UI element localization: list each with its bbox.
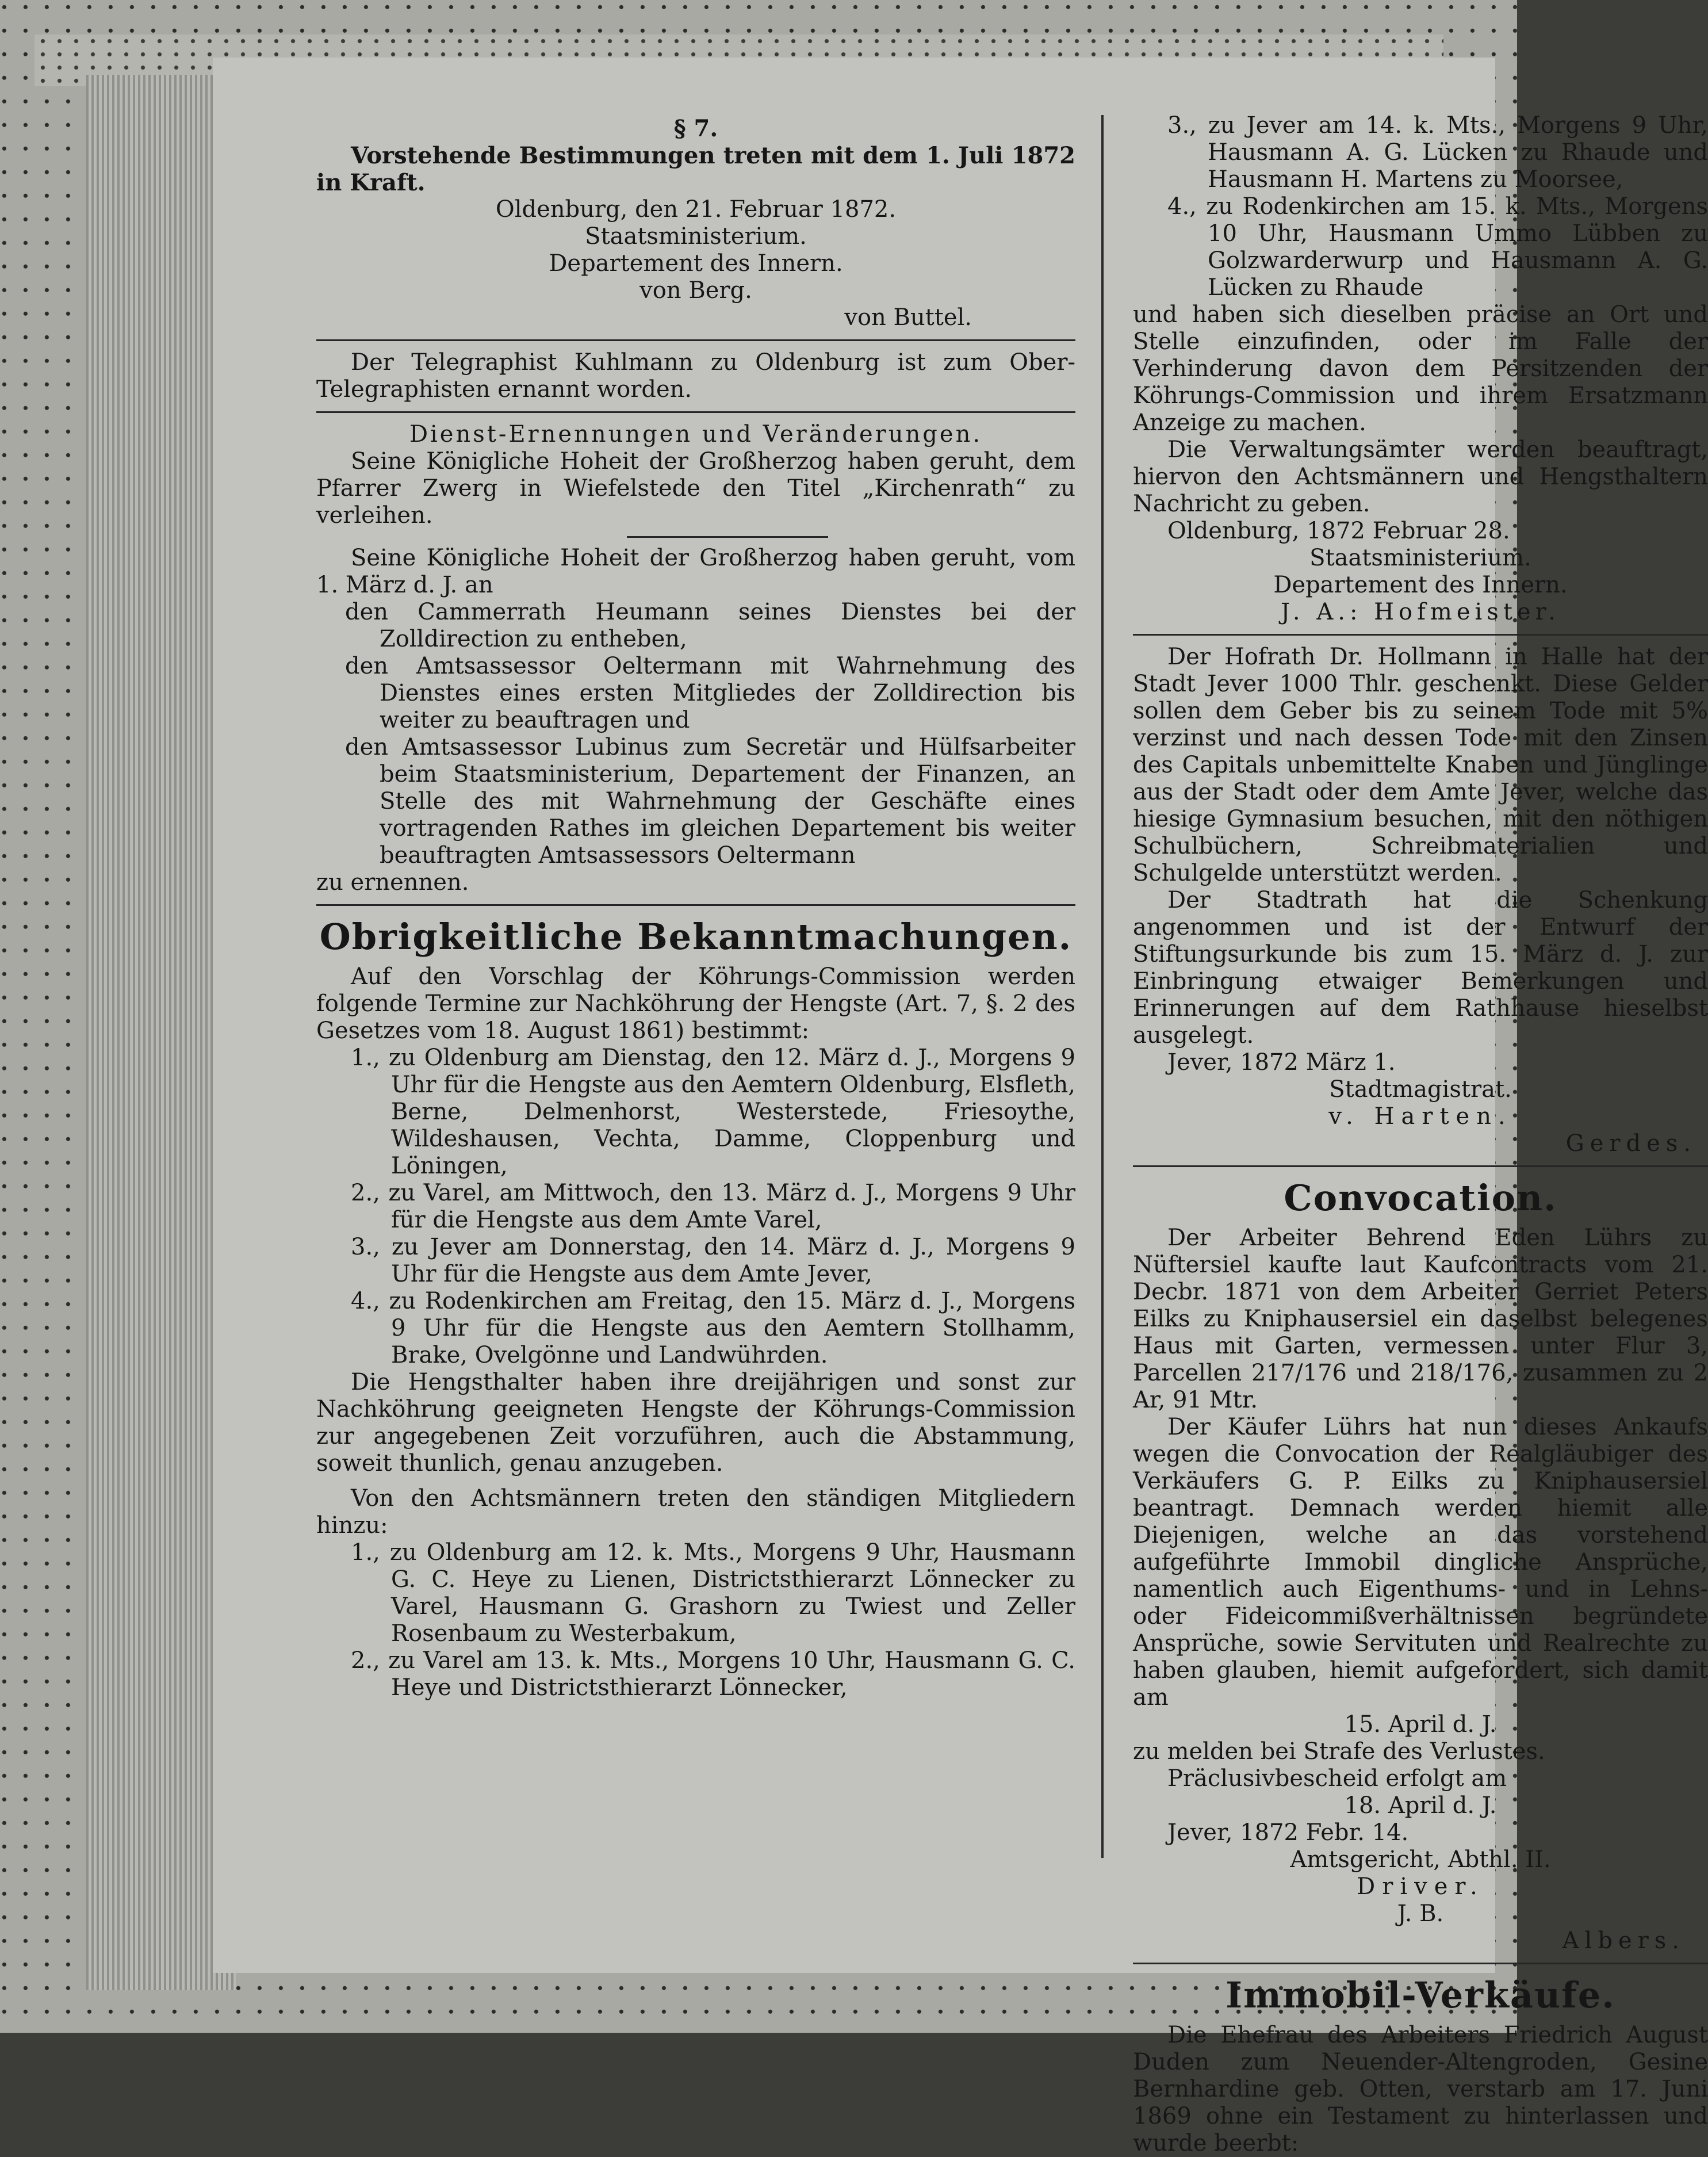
rule (1133, 1165, 1708, 1167)
obrig-item: 1., zu Oldenburg am Dienstag, den 12. März d. J., Morgens 9 Uhr für die Hengste aus den Aemtern Oldenburg, Elsfleth, Berne, Delmenhorst, Westerstede, Friesoythe, Wildeshausen, Vechta, Damme, Cloppenburg und Löningen, (351, 1045, 1075, 1179)
right-column (1133, 112, 1708, 2157)
achtsmann-signature: J. A.: Hofmeister. (1280, 599, 1561, 625)
dienst-paragraph-2: Seine Königliche Hoheit der Großherzog haben geruht, vom 1. März d. J. an (316, 545, 1075, 598)
signature-berg: von Berg. (639, 277, 752, 304)
dienst-item: den Cammerrath Heumann seines Dienstes bei der Zolldirection zu entheben, (345, 599, 1075, 652)
newspaper-page (213, 58, 1708, 2156)
column-divider (1101, 115, 1104, 1858)
rule (316, 411, 1075, 413)
convocation-paragraph-2: Der Käufer Lührs hat nun dieses Ankaufs wegen die Convocation der Realgläubiger des Verkäufers G. P. Eilks zu Kniphausersiel beantragt. Demnach werden hiemit alle Diejenigen, welche an das vorstehend aufgeführte Immobil dingliche Ansprüche, namentlich auch Eigenthums- und in Lehns- oder Fideicommißverhältnissen begründete Ansprüche, sowie Servituten und Realrechte zu haben glauben, hiemit aufgefordert, sich damit am (1133, 1414, 1708, 1711)
rule (316, 904, 1075, 906)
achtsmann-continuation: und haben sich dieselben präcise an Ort und Stelle einzufinden, oder im Falle der Verhinderung davon dem Persitzenden der Köhrungs-Commission und ihrem Ersatzmann Anzeige zu machen. (1133, 301, 1708, 436)
telegraph-notice: Der Telegraphist Kuhlmann zu Oldenburg ist zum Ober-Telegraphisten ernannt worden. (316, 349, 1075, 403)
achtsmann-ministry: Staatsministerium. (1309, 545, 1531, 571)
signature-driver: Driver. (1357, 1873, 1484, 1900)
obrig-intro: Auf den Vorschlag der Köhrungs-Commission werden folgende Termine zur Nachköhrung der Hengste (Art. 7, §. 2 des Gesetzes vom 18. August 1861) bestimmt: (316, 963, 1075, 1044)
achtsmann-date: Oldenburg, 1872 Februar 28. (1167, 518, 1510, 544)
achtsmann-item: 4., zu Rodenkirchen am 15. k. Mts., Morgens 10 Uhr, Hausmann Ummo Lübben zu Golzwarderwurp und Hausmann A. G. Lücken zu Rhaude (1167, 193, 1708, 301)
signature-buttel: von Buttel. (844, 304, 972, 331)
achtsmann-item: 1., zu Oldenburg am 12. k. Mts., Morgens 9 Uhr, Hausmann G. C. Heye zu Lienen, Districtsthierarzt Lönnecker zu Varel, Hausmann G. Grashorn zu Twiest und Zeller Rosenbaum zu Westerbakum, (351, 1539, 1075, 1647)
convocation-heading: Convocation. (1284, 1177, 1557, 1219)
signature-gerdes: Gerdes. (1565, 1130, 1696, 1157)
obrigkeitliche-heading: Obrigkeitliche Bekanntmachungen. (319, 916, 1073, 958)
stadtrath-notice: Der Stadtrath hat die Schenkung angenommen und ist der Entwurf der Stiftungsurkunde bis zum 15. März d. J. zur Einbringung etwaiger Bemerkungen und Erinnerungen auf dem Rathhause hieselbst ausgelegt. (1133, 887, 1708, 1049)
achtsmann-paragraph-2: Die Verwaltungsämter werden beauftragt, hiervon den Achtsmännern und Hengsthaltern Nachricht zu geben. (1133, 437, 1708, 517)
signature-albers: Albers. (1562, 1927, 1685, 1954)
achtsmann-item: 2., zu Varel am 13. k. Mts., Morgens 10 Uhr, Hausmann G. C. Heye und Districtsthierarzt Lönnecker, (351, 1647, 1075, 1701)
department: Departement des Innern. (549, 250, 843, 277)
achtsmann-department: Departement des Innern. (1273, 572, 1568, 598)
obrig-item: 2., zu Varel, am Mittwoch, den 13. März d. J., Morgens 9 Uhr für die Hengste aus dem Amte Varel, (351, 1180, 1075, 1233)
rule (1133, 1963, 1708, 1964)
convocation-date-2: 18. April d. J. (1344, 1792, 1497, 1819)
obrig-paragraph-2: Die Hengsthalter haben ihre dreijährigen und sonst zur Nachköhrung geeigneten Hengste der Köhrungs-Commission zur angegebenen Zeit vorzuführen, auch die Abstammung, soweit thunlich, genau anzugeben. (316, 1369, 1075, 1477)
dienst-end: zu ernennen. (316, 869, 469, 896)
ministry: Staatsministerium. (585, 223, 807, 250)
section-mark: § 7. (673, 115, 718, 142)
left-column (316, 115, 1075, 1701)
hofrath-notice: Der Hofrath Dr. Hollmann in Halle hat der Stadt Jever 1000 Thlr. geschenkt. Diese Gelder sollen dem Geber bis zu seinem Tode mit 5% verzinst und nach dessen Tode mit den Zinsen des Capitals unbemittelte Knaben und Jünglinge aus der Stadt oder dem Amte Jever, welche das hiesige Gymnasium besuchen, mit den nöthigen Schulbüchern, Schreibmaterialien und Schulgelde unterstützt werden. (1133, 644, 1708, 886)
dienst-heading: Dienst-Ernennungen und Veränderungen. (409, 421, 983, 448)
dienst-item: den Amtsassessor Oeltermann mit Wahrnehmung des Dienstes eines ersten Mitgliedes der Zolldirection bis weiter zu beauftragen und (345, 653, 1075, 733)
convocation-paragraph-3: zu melden bei Strafe des Verlustes. (1133, 1738, 1545, 1765)
obrig-paragraph-3: Von den Achtsmännern treten den ständigen Mitgliedern hinzu: (316, 1485, 1075, 1539)
dienst-item: den Amtsassessor Lubinus zum Secretär und Hülfsarbeiter beim Staatsministerium, Departement der Finanzen, an Stelle des mit Wahrnehmung der Geschäfte eines vortragenden Rathes im gleichen Departement bis weiter beauftragten Amtsassessors Oeltermann (345, 734, 1075, 869)
section-text: Vorstehende Bestimmungen treten mit dem 1. Juli 1872 in Kraft. (316, 142, 1075, 196)
obrig-item: 3., zu Jever am Donnerstag, den 14. März d. J., Morgens 9 Uhr für die Hengste aus dem Amte Jever, (351, 1234, 1075, 1287)
convocation-court: Amtsgericht, Abthl. II. (1290, 1846, 1551, 1873)
convocation-jever-date: Jever, 1872 Febr. 14. (1167, 1819, 1409, 1846)
signature-jb: J. B. (1397, 1900, 1444, 1927)
rule (316, 339, 1075, 341)
signature-harten: v. Harten. (1328, 1103, 1512, 1130)
stadtmagistrat: Stadtmagistrat. (1329, 1076, 1512, 1103)
obrig-item: 4., zu Rodenkirchen am Freitag, den 15. März d. J., Morgens 9 Uhr für die Hengste aus den Aemtern Stollhamm, Brake, Ovelgönne und Landwührden. (351, 1288, 1075, 1368)
convocation-date-1: 15. April d. J. (1344, 1711, 1497, 1738)
short-rule (627, 536, 828, 538)
rule (1133, 634, 1708, 636)
immobil-heading: Immobil-Verkäufe. (1226, 1974, 1615, 2016)
dienst-paragraph-1: Seine Königliche Hoheit der Großherzog haben geruht, dem Pfarrer Zwerg in Wiefelstede den Titel „Kirchenrath“ zu verleihen. (316, 448, 1075, 529)
achtsmann-item: 3., zu Jever am 14. k. Mts., Morgens 9 Uhr, Hausmann A. G. Lücken zu Rhaude und Hausmann H. Martens zu Moorsee, (1167, 112, 1708, 193)
convocation-paragraph-4: Präclusivbescheid erfolgt am (1167, 1765, 1507, 1792)
jever-date: Jever, 1872 März 1. (1167, 1049, 1396, 1076)
immobil-paragraph-1: Die Ehefrau des Arbeiters Friedrich August Duden zum Neuender-Altengroden, Gesine Bernhardine geb. Otten, verstarb am 17. Juni 1869 ohne ein Testament zu hinterlassen und wurde beerbt: (1133, 2022, 1708, 2156)
place-date: Oldenburg, den 21. Februar 1872. (495, 196, 897, 223)
convocation-paragraph-1: Der Arbeiter Behrend Eden Lührs zu Nüftersiel kaufte laut Kaufcontracts vom 21. Decbr. 1871 von dem Arbeiter Gerriet Peters Eilks zu Kniphausersiel ein daselbst belegenes Haus mit Garten, vermessen unter Flur 3, Parcellen 217/176 und 218/176, zusammen zu 2 Ar, 91 Mtr. (1133, 1225, 1708, 1413)
